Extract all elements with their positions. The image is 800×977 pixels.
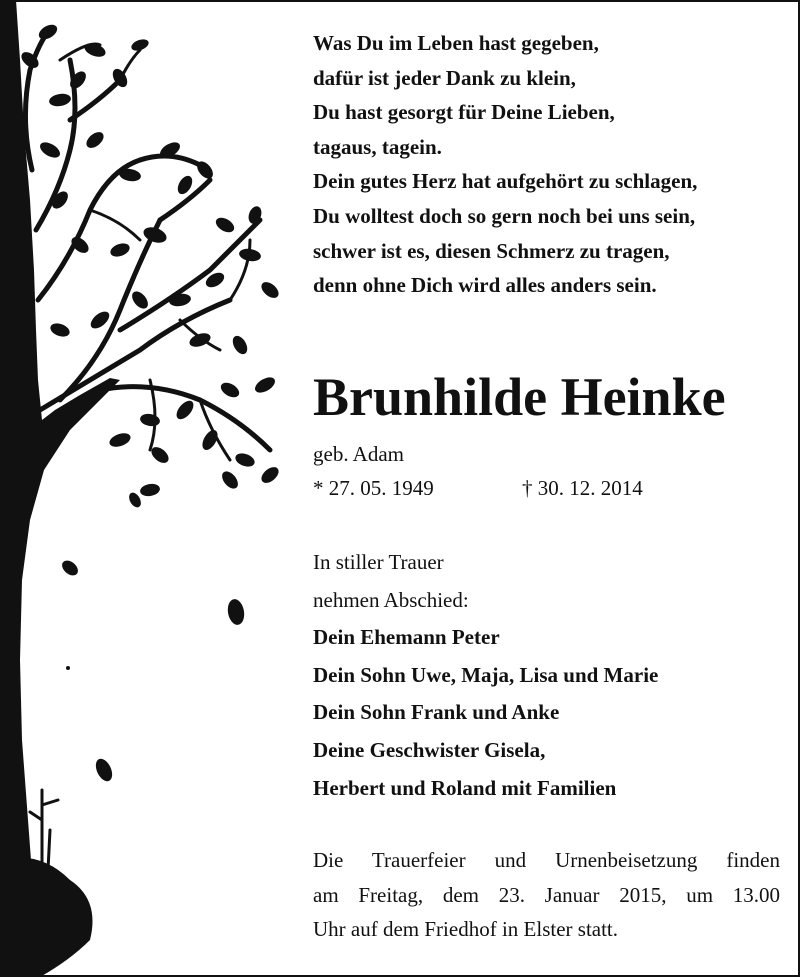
service-line: Die Trauerfeier und Urnenbeisetzung finden bbox=[313, 848, 780, 872]
service-line: am Freitag, dem 23. Januar 2015, um 13.00 bbox=[313, 882, 780, 907]
mourners-intro-line: nehmen Abschied: bbox=[313, 587, 469, 612]
poem-line: Du wolltest doch so gern noch bei uns sein, bbox=[313, 203, 696, 228]
poem-line: denn ohne Dich wird alles anders sein. bbox=[313, 273, 657, 298]
mourner-name: Dein Sohn Frank und Anke bbox=[313, 700, 560, 725]
service-line: Uhr auf dem Friedhof in Elster statt. bbox=[313, 917, 619, 942]
funeral-service-info bbox=[313, 843, 780, 947]
mourners-block bbox=[313, 544, 793, 807]
deceased-name: Brunhilde Heinke bbox=[313, 367, 726, 427]
mourner-name: Dein Ehemann Peter bbox=[313, 625, 500, 650]
tree-silhouette-icon bbox=[0, 0, 300, 977]
poem-line: tagaus, tagein. bbox=[313, 134, 442, 159]
poem bbox=[313, 26, 793, 303]
poem-line: dafür ist jeder Dank zu klein, bbox=[313, 65, 576, 90]
death-date: † 30. 12. 2014 bbox=[522, 476, 643, 500]
poem-line: Was Du im Leben hast gegeben, bbox=[313, 31, 599, 55]
birth-date: * 27. 05. 1949 bbox=[313, 476, 434, 500]
mourner-name: Dein Sohn Uwe, Maja, Lisa und Marie bbox=[313, 662, 659, 687]
mourner-name: Herbert und Roland mit Familien bbox=[313, 775, 617, 800]
poem-line: Dein gutes Herz hat aufgehört zu schlagen, bbox=[313, 169, 698, 194]
poem-line: Du hast gesorgt für Deine Lieben, bbox=[313, 100, 615, 125]
mourner-name: Deine Geschwister Gisela, bbox=[313, 737, 546, 762]
poem-line: schwer ist es, diesen Schmerz zu tragen, bbox=[313, 238, 670, 263]
maiden-name: geb. Adam bbox=[313, 442, 404, 466]
mourners-intro-line: In stiller Trauer bbox=[313, 550, 444, 574]
